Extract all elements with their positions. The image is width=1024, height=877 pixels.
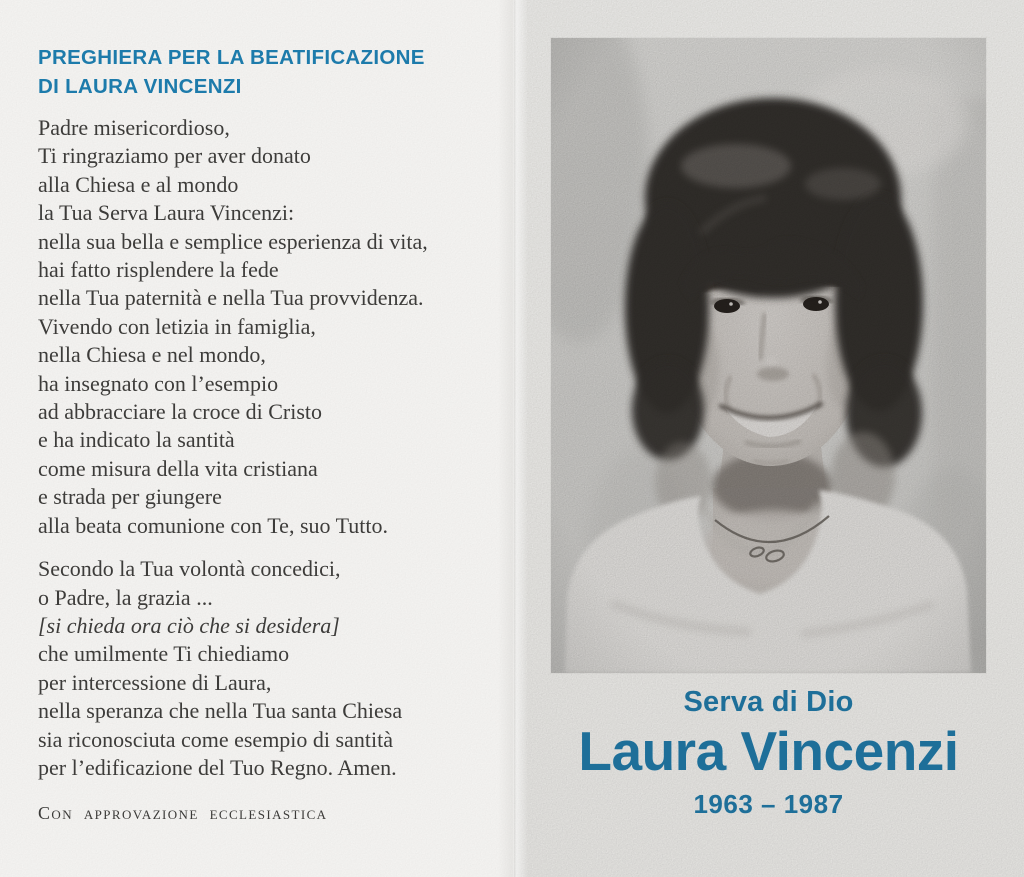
prayer-line: e strada per giungere	[38, 484, 222, 510]
caption-name: Laura Vincenzi	[578, 720, 959, 782]
prayer-line: Padre misericordioso,	[38, 115, 230, 140]
prayer-line: nella sua bella e semplice esperienza di vita,	[38, 228, 428, 254]
prayer-line: nella Chiesa e nel mondo,	[38, 342, 266, 368]
prayer-line: per l’edificazione del Tuo Regno. Amen.	[38, 754, 397, 780]
prayer-line: che umilmente Ti chiediamo	[38, 641, 290, 667]
prayer-paragraph-2-intro	[38, 555, 518, 612]
prayer-line: la Tua Serva Laura Vincenzi:	[38, 200, 295, 226]
portrait-photo-illustration	[551, 38, 986, 673]
prayer-line: ha insegnato con l’esempio	[38, 370, 279, 396]
prayer-line: o Padre, la grazia ...	[38, 584, 213, 610]
page-title	[38, 43, 508, 101]
prayer-line: come misura della vita cristiana	[38, 455, 318, 481]
caption-subtitle: Serva di Dio	[683, 686, 854, 718]
prayer-line: sia riconosciuta come esempio di santità	[38, 726, 393, 752]
prayer-line: alla Chiesa e al mondo	[38, 171, 239, 197]
photo-caption	[512, 685, 1024, 819]
prayer-line: nella Tua paternità e nella Tua provvidenza.	[38, 285, 424, 311]
prayer-line: e ha indicato la santità	[38, 427, 235, 453]
prayer-paragraph-1	[38, 114, 518, 540]
prayer-rubric: [si chieda ora ciò che si desidera]	[38, 612, 340, 638]
prayer-text	[38, 114, 518, 782]
prayer-line: per intercessione di Laura,	[38, 669, 272, 695]
page-title-line1: PREGHIERA PER LA BEATIFICAZIONE	[38, 45, 425, 69]
prayer-line: nella speranza che nella Tua santa Chiesa	[38, 698, 403, 724]
prayer-line: Secondo la Tua volontà concedici,	[38, 556, 341, 582]
prayer-paragraph-2	[38, 555, 518, 782]
portrait-photo	[551, 38, 986, 673]
prayer-line: alla beata comunione con Te, suo Tutto.	[38, 512, 389, 538]
caption-dates: 1963 – 1987	[693, 789, 844, 819]
prayer-line: ad abbracciare la croce di Cristo	[38, 399, 323, 425]
page-title-line2: DI LAURA VINCENZI	[38, 74, 242, 98]
prayer-paragraph-2-rest	[38, 640, 518, 782]
prayer-line: Vivendo con letizia in famiglia,	[38, 313, 316, 339]
prayer-line: hai fatto risplendere la fede	[38, 257, 279, 283]
prayer-line: Ti ringraziamo per aver donato	[38, 143, 311, 169]
ecclesiastical-approval: Con approvazione ecclesiastica	[38, 803, 328, 823]
